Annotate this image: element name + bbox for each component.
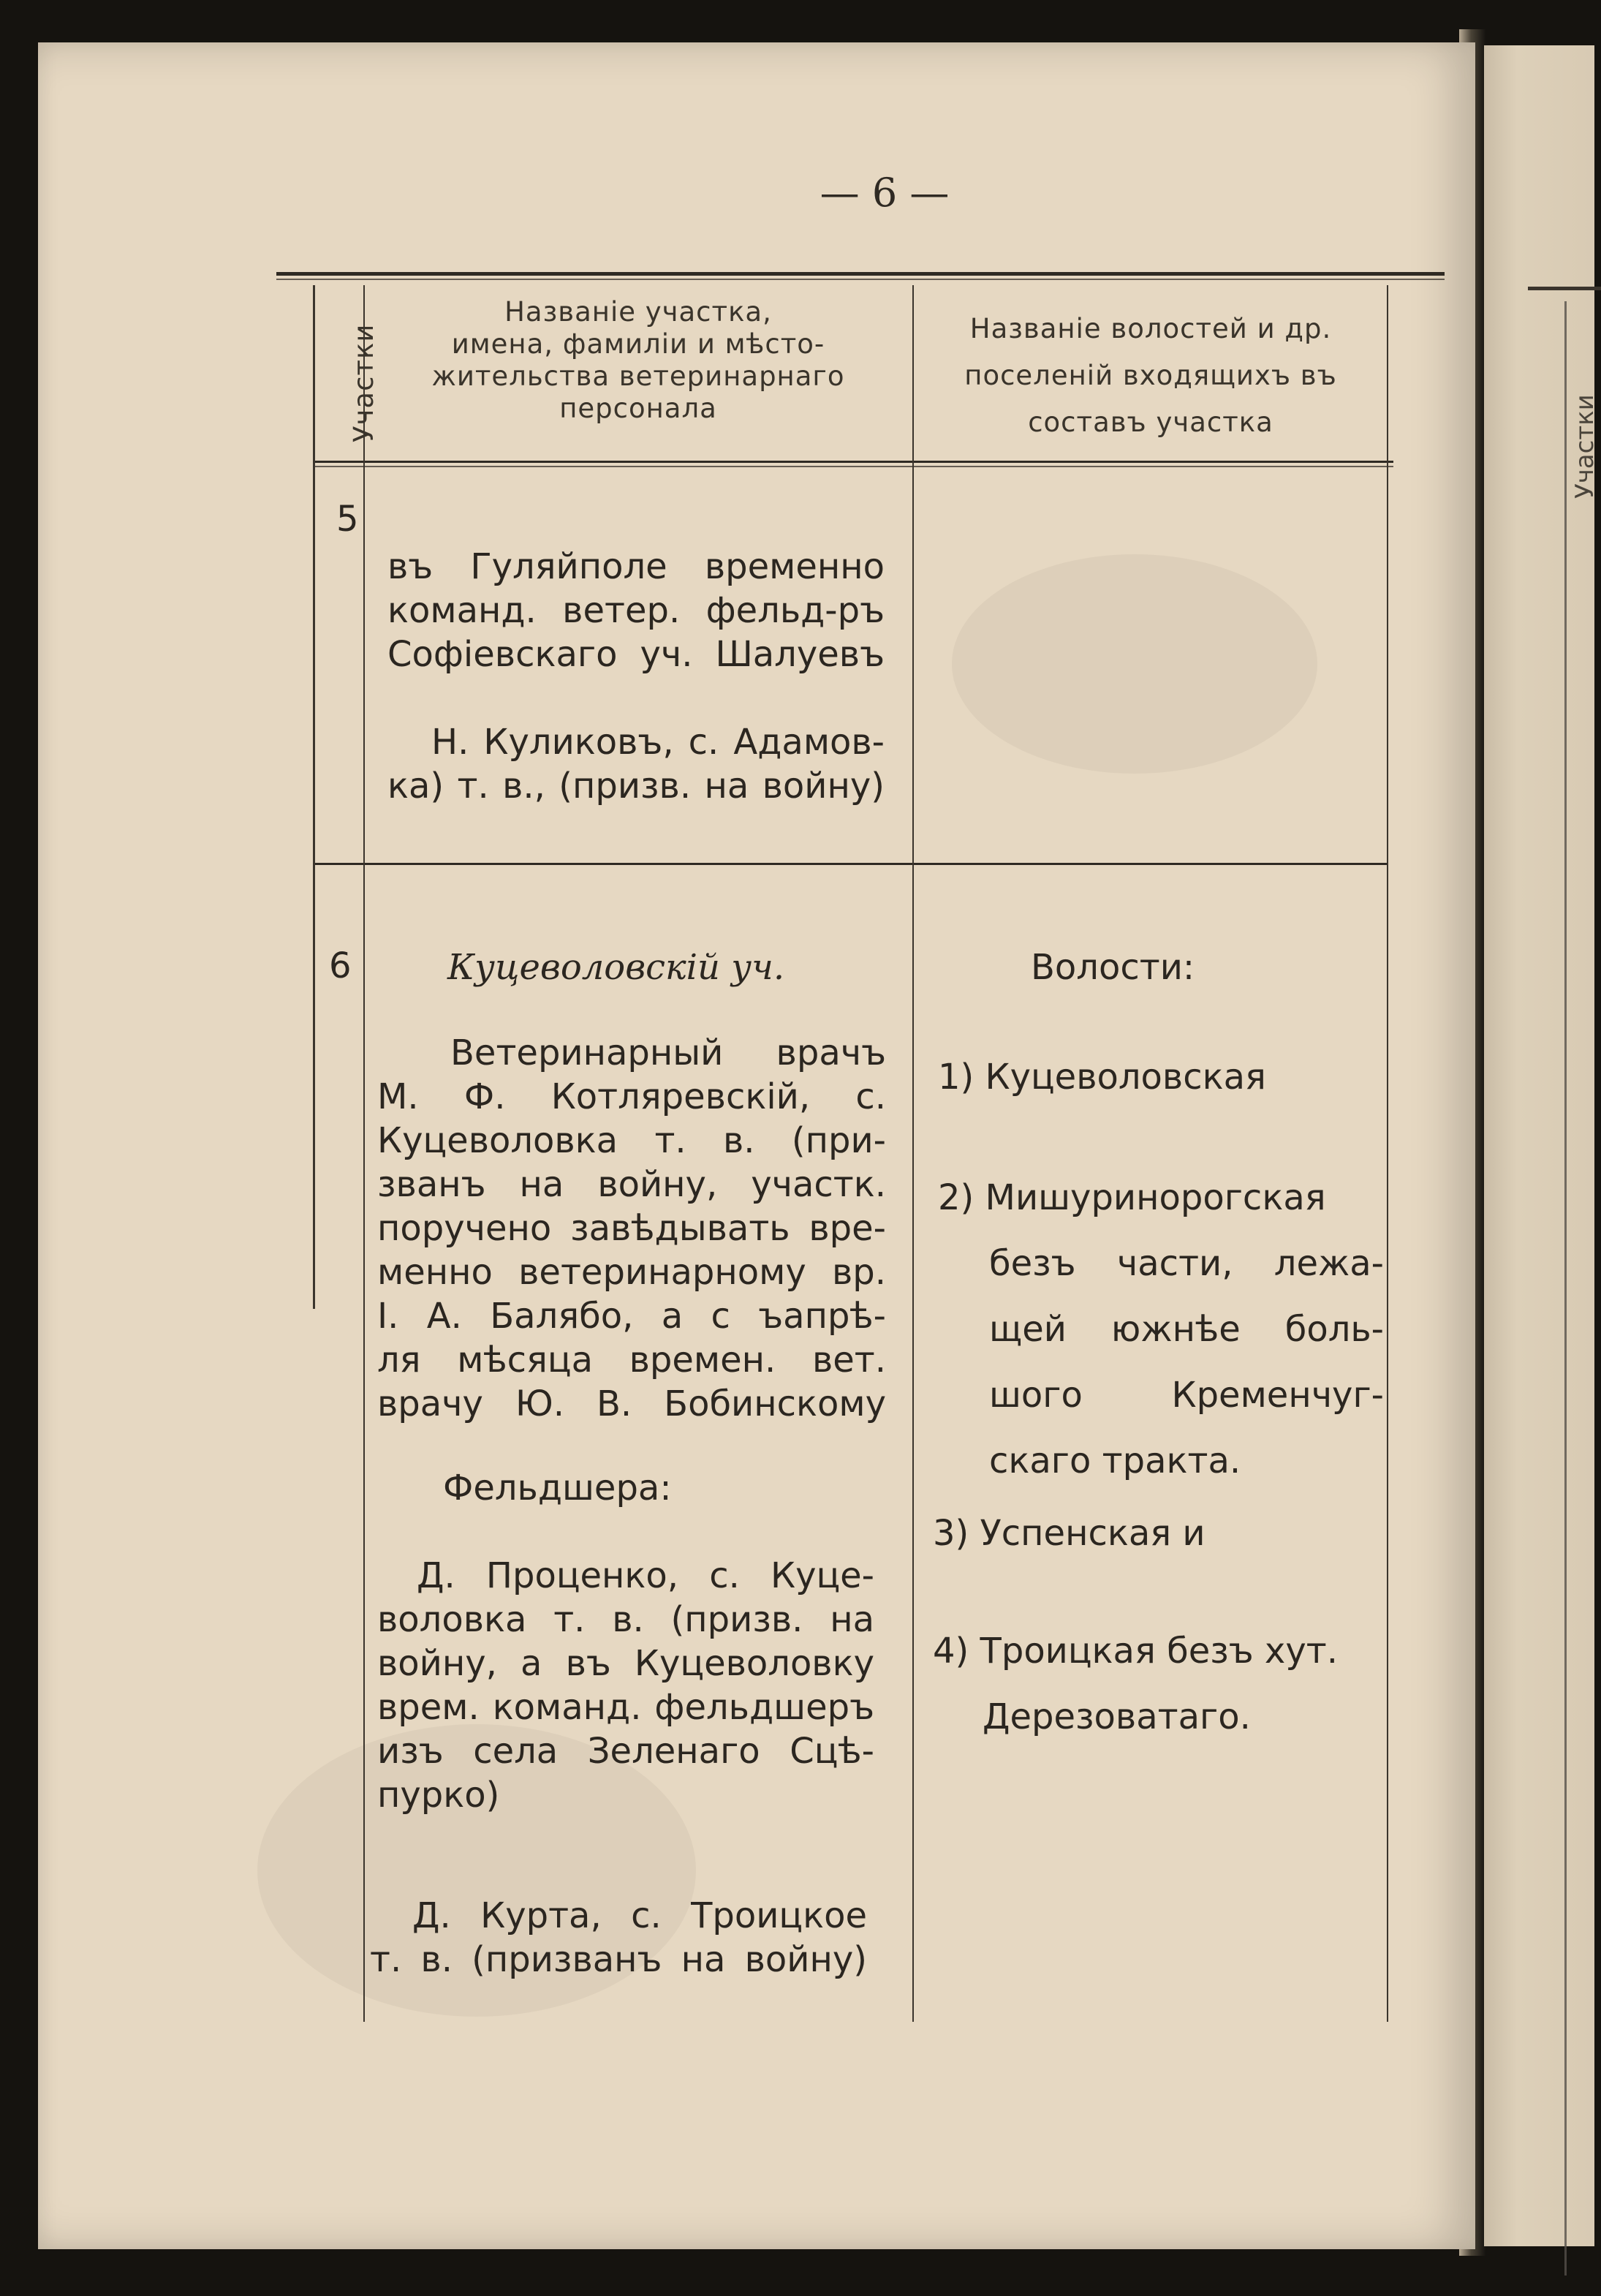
feldsher-1-info: Д. Проценко, с. Куце- воловка т. в. (призв. на войну, а въ Куцеволовку врем. команд. фельдшеръ изъ села Зеленаго Сцѣ- пурко)	[377, 1555, 874, 1816]
facing-page-edge	[1484, 45, 1600, 2246]
volost-1: 1) Куцеволовская	[938, 1057, 1266, 1098]
header-bottom-rule	[313, 461, 1393, 463]
header-sections-label: Участки	[348, 323, 379, 442]
facing-page-column-line	[1564, 301, 1567, 2276]
volost-3: 3) Успенская и	[933, 1513, 1206, 1554]
page-number: — 6 —	[820, 170, 950, 216]
col2-separator	[912, 285, 914, 2022]
row6-vet-info: Ветеринарный врачъ М. Ф. Котляревскій, с. Куцеволовка т. в. (при- званъ на войну, участк. поручено завѣдывать вре- менно ветеринарному вр. І. А. Балябо, а с ъапрѣ- ля мѣсяца времен. вет. врачу Ю. В. Бобинскому	[377, 1032, 886, 1424]
feldsher-2-info: Д. Курта, с. Троицкое т. в. (призванъ на войну)	[370, 1895, 867, 1980]
header-bottom-rule-thin	[313, 466, 1393, 467]
table-top-rule	[276, 272, 1445, 276]
table-top-rule-thin	[276, 279, 1445, 280]
table-left-border	[313, 285, 315, 1309]
row5-number: 5	[336, 499, 359, 540]
row5-text-block1: въ Гуляйполе временно команд. ветер. фельд-ръ Софіевскаго уч. Шалуевъ	[387, 546, 885, 675]
table-right-border	[1387, 285, 1388, 2022]
header-district-info: Названіе участка, имена, фамиліи и мѣсто- жительства ветеринарнаго персонала	[431, 296, 845, 424]
volosti-heading: Волости:	[1031, 947, 1195, 988]
row6-district-title: Куцеволовскій уч.	[447, 947, 785, 988]
facing-page-rule	[1528, 287, 1601, 290]
header-volosts-info: Названіе волостей и др. поселеній входящихъ въ составъ участка	[964, 313, 1337, 438]
facing-page-header-fragment: Участки	[1570, 394, 1600, 499]
volost-2: 2) Мишуринорогская безъ части, лежа- щей южнѣе боль- шого Кременчуг- скаго тракта.	[938, 1177, 1384, 1481]
row5-bottom-rule	[313, 863, 1388, 865]
row5-text-block2: Н. Куликовъ, с. Адамов- ка) т. в., (призв. на войну)	[387, 722, 885, 807]
col1-separator	[363, 285, 365, 2022]
row6-number: 6	[329, 945, 352, 986]
volost-4: 4) Троицкая безъ хут. Дерезоватаго.	[933, 1631, 1338, 1737]
feldsher-heading: Фельдшера:	[443, 1468, 672, 1508]
